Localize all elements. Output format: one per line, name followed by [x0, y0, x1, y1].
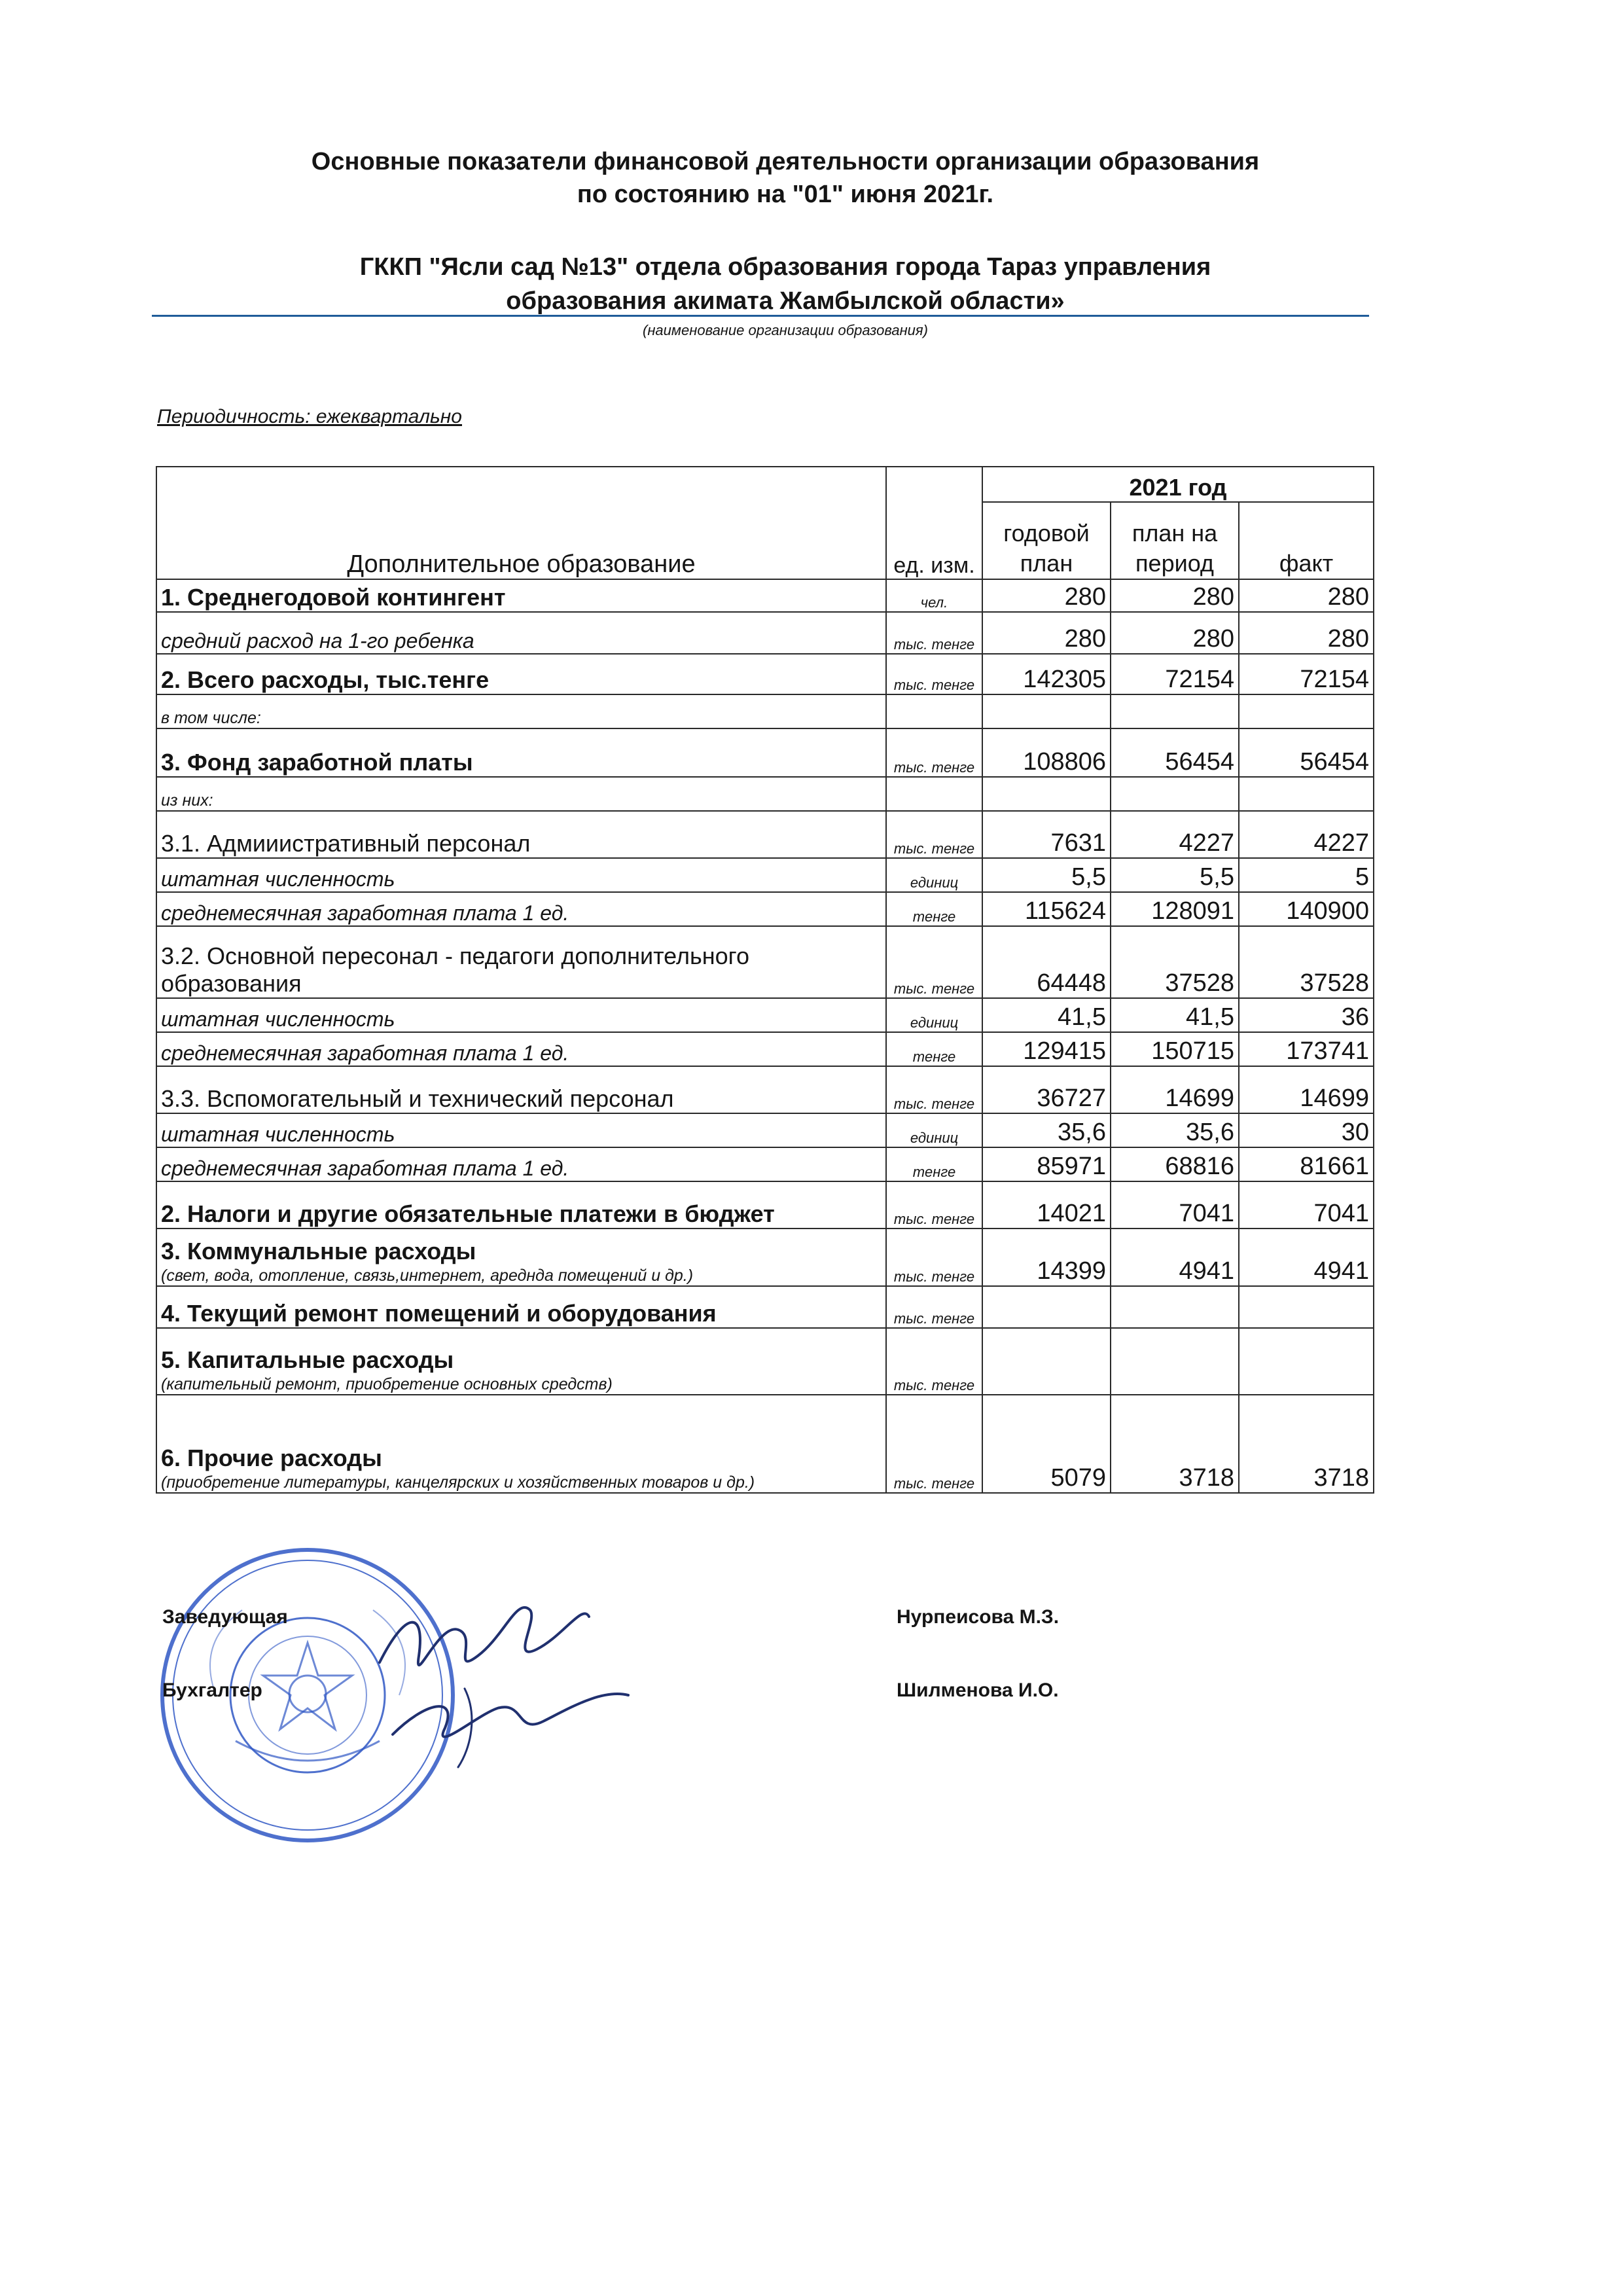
header-fact: факт	[1239, 502, 1374, 579]
row-annual-plan: 85971	[982, 1147, 1111, 1181]
row-unit: тыс. тенге	[886, 728, 982, 777]
head-name: Нурпеисова М.З.	[897, 1606, 1060, 1628]
row-annual-plan: 129415	[982, 1032, 1111, 1066]
row-period-plan: 280	[1111, 579, 1239, 612]
row-annual-plan: 7631	[982, 811, 1111, 858]
row-name: среднемесячная заработная плата 1 ед.	[161, 1041, 569, 1065]
row-fact: 7041	[1239, 1181, 1374, 1229]
row-period-plan	[1111, 694, 1239, 728]
table-row	[156, 777, 1374, 811]
table-row	[156, 1229, 1374, 1286]
row-annual-plan: 41,5	[982, 998, 1111, 1032]
row-annual-plan: 142305	[982, 654, 1111, 694]
row-unit	[886, 777, 982, 811]
row-unit: тыс. тенге	[886, 1328, 982, 1395]
row-annual-plan: 5079	[982, 1395, 1111, 1493]
row-unit: тенге	[886, 1147, 982, 1181]
row-fact: 30	[1239, 1113, 1374, 1147]
row-name: 3. Коммунальные расходы	[161, 1238, 476, 1265]
row-period-plan: 7041	[1111, 1181, 1239, 1229]
organization-name-line-1: ГККП "Ясли сад №13" отдела образования города Тараз управления	[359, 253, 1211, 281]
row-name-cell	[156, 998, 886, 1032]
row-fact: 5	[1239, 858, 1374, 892]
row-annual-plan	[982, 1328, 1111, 1395]
table-row	[156, 1286, 1374, 1328]
row-name: 3.1. Адмииистративный персонал	[161, 830, 531, 857]
row-name: 3.3. Вспомогательный и технический персонал	[161, 1085, 674, 1112]
row-unit: тыс. тенге	[886, 811, 982, 858]
row-unit: тыс. тенге	[886, 612, 982, 654]
organization-name	[157, 250, 1414, 318]
row-note: (капительный ремонт, приобретение основных средств)	[161, 1375, 613, 1393]
row-name: 6. Прочие расходы	[161, 1444, 382, 1471]
row-fact: 14699	[1239, 1066, 1374, 1113]
row-name: среднемесячная заработная плата 1 ед.	[161, 901, 569, 925]
row-period-plan: 3718	[1111, 1395, 1239, 1493]
row-name-cell	[156, 1113, 886, 1147]
row-fact: 81661	[1239, 1147, 1374, 1181]
row-period-plan: 41,5	[1111, 998, 1239, 1032]
row-fact: 4941	[1239, 1229, 1374, 1286]
row-fact: 36	[1239, 998, 1374, 1032]
row-annual-plan: 115624	[982, 892, 1111, 926]
organization-name-line-2: образования акимата Жамбылской области»	[506, 287, 1065, 315]
row-period-plan: 37528	[1111, 926, 1239, 998]
row-period-plan	[1111, 1286, 1239, 1328]
table-row	[156, 892, 1374, 926]
header-unit: ед. изм.	[886, 467, 982, 579]
header-year: 2021 год	[982, 467, 1374, 502]
table-row	[156, 728, 1374, 777]
row-annual-plan: 36727	[982, 1066, 1111, 1113]
row-fact: 72154	[1239, 654, 1374, 694]
row-fact: 280	[1239, 612, 1374, 654]
row-annual-plan: 280	[982, 579, 1111, 612]
table-row	[156, 1066, 1374, 1113]
row-name: 3. Фонд заработной платы	[161, 749, 473, 776]
table-row	[156, 811, 1374, 858]
row-unit: тыс. тенге	[886, 1066, 982, 1113]
table-row	[156, 858, 1374, 892]
row-name: среднемесячная заработная плата 1 ед.	[161, 1157, 569, 1180]
row-unit: чел.	[886, 579, 982, 612]
row-name: штатная численность	[161, 1007, 395, 1031]
row-fact	[1239, 694, 1374, 728]
row-unit: единиц	[886, 1113, 982, 1147]
financial-indicators-table	[156, 466, 1374, 1494]
row-name-cell	[156, 728, 886, 777]
table-row	[156, 694, 1374, 728]
row-name: 1. Среднегодовой контингент	[161, 584, 506, 611]
row-annual-plan: 64448	[982, 926, 1111, 998]
row-unit: тыс. тенге	[886, 1181, 982, 1229]
row-annual-plan	[982, 777, 1111, 811]
row-note: (приобретение литературы, канцелярских и хозяйственных товаров и др.)	[161, 1473, 755, 1492]
row-period-plan: 35,6	[1111, 1113, 1239, 1147]
table-row	[156, 926, 1374, 998]
row-fact: 56454	[1239, 728, 1374, 777]
header-annual-plan: годовой план	[982, 502, 1111, 579]
row-name-cell	[156, 1032, 886, 1066]
row-name: 5. Капитальные расходы	[161, 1346, 454, 1373]
row-fact	[1239, 1328, 1374, 1395]
table-row	[156, 612, 1374, 654]
row-name-cell	[156, 811, 886, 858]
row-period-plan: 68816	[1111, 1147, 1239, 1181]
row-fact: 140900	[1239, 892, 1374, 926]
row-fact: 4227	[1239, 811, 1374, 858]
row-name-cell	[156, 612, 886, 654]
row-name-cell	[156, 579, 886, 612]
table-row	[156, 998, 1374, 1032]
table-row	[156, 1147, 1374, 1181]
row-fact	[1239, 777, 1374, 811]
row-period-plan: 4227	[1111, 811, 1239, 858]
head-label: Заведующая	[162, 1606, 288, 1628]
row-period-plan	[1111, 1328, 1239, 1395]
row-name: 2. Налоги и другие обязательные платежи в бюджет	[161, 1200, 775, 1227]
row-name-cell	[156, 1147, 886, 1181]
row-fact: 173741	[1239, 1032, 1374, 1066]
row-name-cell	[156, 1395, 886, 1493]
accountant-label: Бухгалтер	[162, 1679, 262, 1701]
row-name-cell	[156, 694, 886, 728]
header-period-plan: план на период	[1111, 502, 1239, 579]
header-name: Дополнительное образование	[156, 467, 886, 579]
row-unit: тыс. тенге	[886, 926, 982, 998]
row-name-cell	[156, 892, 886, 926]
table-row	[156, 1181, 1374, 1229]
row-annual-plan	[982, 694, 1111, 728]
row-unit: тыс. тенге	[886, 1395, 982, 1493]
row-name-cell	[156, 1181, 886, 1229]
row-annual-plan: 5,5	[982, 858, 1111, 892]
row-unit: тенге	[886, 1032, 982, 1066]
row-period-plan: 56454	[1111, 728, 1239, 777]
row-name-cell	[156, 1229, 886, 1286]
row-name: штатная численность	[161, 1122, 395, 1146]
row-period-plan: 14699	[1111, 1066, 1239, 1113]
row-name: из них:	[161, 791, 213, 810]
row-annual-plan: 108806	[982, 728, 1111, 777]
row-name: штатная численность	[161, 867, 395, 891]
row-unit: единиц	[886, 998, 982, 1032]
organization-caption: (наименование организации образования)	[643, 322, 928, 338]
handwritten-signature	[366, 1584, 641, 1780]
table-row	[156, 579, 1374, 612]
report-title-line-1: Основные показатели финансовой деятельности организации образования	[311, 148, 1260, 175]
organization-underline	[152, 315, 1369, 317]
row-name-cell	[156, 777, 886, 811]
row-name-cell	[156, 1286, 886, 1328]
table-row	[156, 1113, 1374, 1147]
row-period-plan: 72154	[1111, 654, 1239, 694]
row-fact: 3718	[1239, 1395, 1374, 1493]
row-unit: тенге	[886, 892, 982, 926]
row-annual-plan: 35,6	[982, 1113, 1111, 1147]
periodicity: Периодичность: ежеквартально	[157, 406, 462, 427]
row-annual-plan: 14021	[982, 1181, 1111, 1229]
row-unit: тыс. тенге	[886, 1229, 982, 1286]
row-annual-plan: 280	[982, 612, 1111, 654]
row-name-cell	[156, 654, 886, 694]
table-row	[156, 1032, 1374, 1066]
accountant-name: Шилменова И.О.	[897, 1679, 1059, 1701]
row-period-plan: 4941	[1111, 1229, 1239, 1286]
row-period-plan: 150715	[1111, 1032, 1239, 1066]
row-note: (свет, вода, отопление, связь,интернет, ареднда помещений и др.)	[161, 1266, 694, 1285]
report-title	[157, 145, 1414, 211]
row-name: 4. Текущий ремонт помещений и оборудования	[161, 1300, 717, 1327]
row-unit	[886, 694, 982, 728]
row-unit: тыс. тенге	[886, 1286, 982, 1328]
row-name-cell	[156, 858, 886, 892]
table-row	[156, 654, 1374, 694]
row-name: 2. Всего расходы, тыс.тенге	[161, 666, 490, 693]
row-fact: 280	[1239, 579, 1374, 612]
row-name: средний расход на 1-го ребенка	[161, 629, 474, 653]
row-fact: 37528	[1239, 926, 1374, 998]
row-unit: тыс. тенге	[886, 654, 982, 694]
row-period-plan	[1111, 777, 1239, 811]
table-row	[156, 1328, 1374, 1395]
row-name-cell	[156, 1066, 886, 1113]
row-fact	[1239, 1286, 1374, 1328]
row-annual-plan: 14399	[982, 1229, 1111, 1286]
row-unit: единиц	[886, 858, 982, 892]
row-period-plan: 128091	[1111, 892, 1239, 926]
table-row	[156, 1395, 1374, 1493]
row-name: в том числе:	[161, 709, 261, 727]
row-annual-plan	[982, 1286, 1111, 1328]
row-name-cell	[156, 1328, 886, 1395]
row-name-cell	[156, 926, 886, 998]
report-title-line-2: по состоянию на "01" июня 2021г.	[577, 181, 994, 208]
row-period-plan: 5,5	[1111, 858, 1239, 892]
row-period-plan: 280	[1111, 612, 1239, 654]
row-name: 3.2. Основной пересонал - педагоги дополнительного образования	[161, 942, 750, 997]
